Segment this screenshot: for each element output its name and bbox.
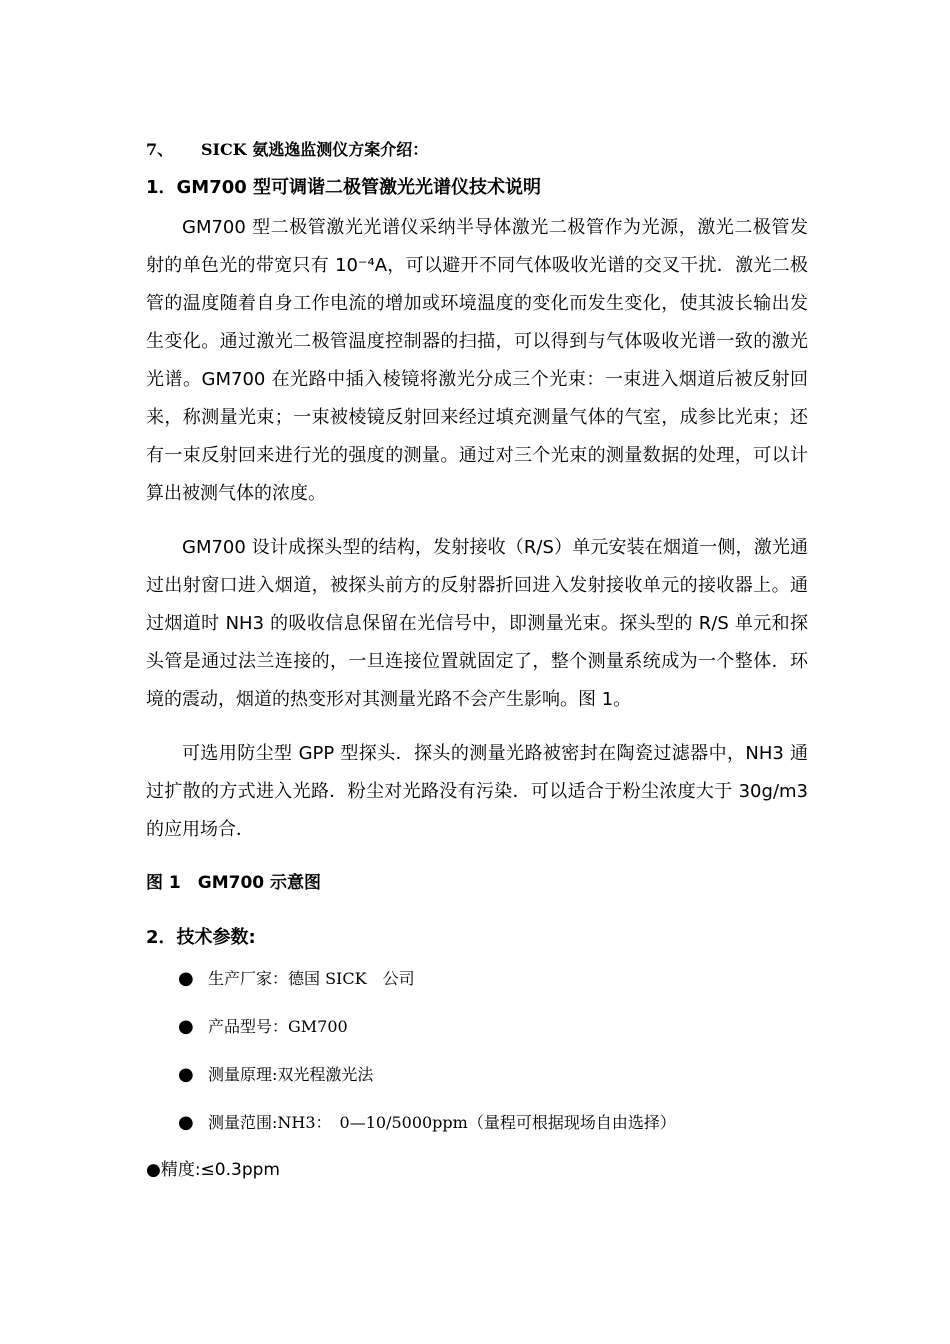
list-item: [178, 1108, 676, 1156]
list-item-text: 测量范围:NH3： 0—10/5000ppm（量程可根据现场自由选择）: [208, 1113, 676, 1132]
parameter-list: [178, 964, 676, 1156]
paragraph-dust-probe: 可选用防尘型 GPP 型探头．探头的测量光路被密封在陶瓷过滤器中，NH3 通过扩散的方式进入光路．粉尘对光路没有污染．可以适合于粉尘浓度大于 30g/m3 的应用场合．: [146, 743, 808, 840]
section-heading: [146, 138, 428, 162]
heading-technical-parameters: 2．技术参数:: [146, 927, 256, 948]
list-item: [178, 964, 676, 1012]
paragraph-probe-structure: GM700 设计成探头型的结构，发射接收（R/S）单元安装在烟道一侧，激光通过出射窗口进入烟道，被探头前方的反射器折回进入发射接收单元的接收器上。通过烟道时 NH3 的吸收信息保留在光信号中，即测量光束。探头型的 R/S 单元和探头管是通过法兰连接的，一旦连接位置就固定了，整个测量系统成为一个整体．环境的震动，烟道的热变形对其测量光路不会产生影响。图 1。: [146, 537, 808, 710]
bullet-icon: ●: [178, 968, 194, 989]
figure-caption: 图 1 GM700 示意图: [146, 873, 322, 893]
bullet-icon: ●: [178, 1064, 194, 1085]
bullet-icon: ●: [178, 1016, 194, 1037]
heading-gm700-description: 1．GM700 型可调谐二极管激光光谱仪技术说明: [146, 177, 542, 198]
section-number: 7、: [146, 140, 174, 159]
list-item: [178, 1060, 676, 1108]
accuracy-line: ●精度:≤0.3ppm: [146, 1160, 280, 1180]
bullet-icon: ●: [178, 1112, 194, 1133]
list-item-text: 测量原理:双光程激光法: [208, 1065, 374, 1084]
section-title-text: SICK 氨逃逸监测仪方案介绍：: [201, 140, 429, 159]
list-item: [178, 1012, 676, 1060]
paragraph-laser-principle: GM700 型二极管激光光谱仪采纳半导体激光二极管作为光源，激光二极管发射的单色光的带宽只有 10⁻⁴A，可以避开不同气体吸收光谱的交叉干扰．激光二极管的温度随着自身工作电流的增加或环境温度的变化而发生变化，使其波长输出发生变化。通过激光二极管温度控制器的扫描，可以得到与气体吸收光谱一致的激光光谱。GM700 在光路中插入棱镜将激光分成三个光束：一束进入烟道后被反射回来，称测量光束；一束被棱镜反射回来经过填充测量气体的气室，成参比光束；还有一束反射回来进行光的强度的测量。通过对三个光束的测量数据的处理，可以计算出被测气体的浓度。: [146, 217, 808, 504]
list-item-text: 产品型号：GM700: [208, 1017, 348, 1036]
list-item-text: 生产厂家：德国 SICK 公司: [208, 969, 415, 988]
